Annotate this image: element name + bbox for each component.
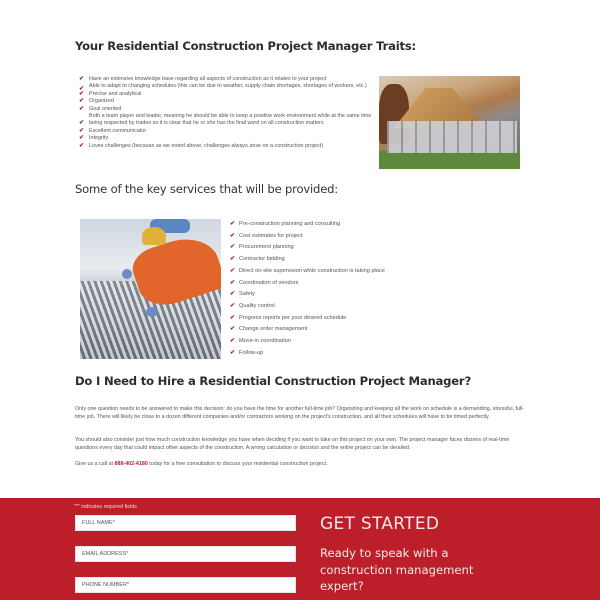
list-item (230, 242, 430, 254)
list-item-text: Have an extensive knowledge base regarding all aspects of construction as it relates to your project (89, 76, 327, 82)
list-item (230, 278, 430, 290)
list-item-text: Change order management (239, 326, 308, 333)
required-fields-note: "*" indicates required fields (74, 504, 137, 510)
list-item-text: Integrity (89, 135, 109, 142)
services-list (230, 219, 430, 359)
list-item-text: Contractor bidding (239, 256, 285, 263)
list-item-text: Move-in coordination (239, 338, 291, 345)
get-started-section (0, 498, 600, 600)
check-icon: ✔ (230, 279, 236, 286)
glove-shape (122, 269, 132, 279)
get-started-title: GET STARTED (320, 514, 440, 534)
full-name-field[interactable]: FULL NAME* (75, 515, 296, 531)
check-icon: ✔ (79, 105, 85, 112)
list-item (79, 113, 374, 128)
check-icon: ✔ (230, 221, 236, 227)
list-item (230, 336, 430, 348)
list-item-text: Excellent communicator (89, 127, 147, 134)
services-heading: Some of the key services that will be provided: (75, 182, 339, 196)
list-item (230, 231, 430, 243)
list-item (79, 83, 374, 93)
check-icon: ✔ (79, 86, 85, 93)
check-icon: ✔ (230, 244, 236, 251)
list-item-text: Able to adapt to changing schedules (this can be due to weather, supply chain shortages, shortages of workers, etc.) (89, 83, 367, 90)
list-item-text: Quality control (239, 302, 275, 309)
list-item (230, 324, 430, 336)
phone-link[interactable]: 888-402-4180 (114, 461, 148, 467)
check-icon: ✔ (230, 302, 236, 309)
list-item (230, 266, 430, 278)
hard-hat-shape (142, 227, 166, 245)
list-item-text: Procurement planning (239, 244, 294, 251)
traits-heading: Your Residential Construction Project Manager Traits: (75, 39, 416, 53)
list-item-text: Cost estimates for project (239, 232, 303, 239)
check-icon: ✔ (230, 267, 236, 274)
list-item-text: Direct on-site supervision while construction is taking place (239, 267, 385, 274)
check-icon: ✔ (79, 142, 85, 149)
glove-shape (146, 307, 158, 317)
list-item-text: Precise and analytical (89, 90, 142, 97)
check-icon: ✔ (230, 338, 236, 345)
list-item-text: Loves challenges (because as we noted above, challenges always arise on a construction project) (89, 142, 324, 149)
list-item (230, 301, 430, 313)
house-construction-image (379, 76, 520, 169)
hire-paragraph-1: Only one question needs to be answered to make this decision: do you have the time for another full-time job? Organizing and keeping all the work on schedule is a demanding, stressful, full-time job. There will likely be close to a dozen different companies and/or contractors working on the project's construction, and all their schedules will have to be timed perfectly. (75, 406, 525, 421)
call-text: Give us a call at (75, 461, 115, 467)
list-item (79, 76, 374, 83)
phone-field[interactable]: PHONE NUMBER* (75, 577, 296, 593)
consultation-text: today for a free consultation to discuss your residential construction project. (147, 461, 328, 467)
list-item (230, 348, 430, 360)
check-icon: ✔ (230, 314, 236, 321)
list-item (79, 128, 374, 135)
check-icon: ✔ (230, 349, 236, 356)
email-field[interactable]: EMAIL ADDRESS* (75, 546, 296, 562)
list-item (230, 254, 430, 266)
list-item (79, 98, 374, 105)
check-icon: ✔ (230, 326, 236, 333)
check-icon: ✔ (79, 90, 85, 97)
list-item (79, 106, 374, 113)
list-item (230, 313, 430, 325)
list-item (230, 219, 430, 231)
traits-list (79, 76, 374, 150)
list-item-text: Both a team player and leader, meaning he should be able to keep a positive work environment while at the same time being respected by trades so it is clear that he or she has the final word on all construction matters (89, 113, 372, 127)
hire-paragraph-2: You should also consider just how much construction knowledge you have when deciding if you want to take on this project on your own. The project manager faces dozens of real-time questions every day that could impact other aspects of the construction. A wrong calculation or decision and the entire project can be derailed. (75, 437, 510, 452)
hire-heading: Do I Need to Hire a Residential Construction Project Manager? (75, 374, 471, 388)
check-icon: ✔ (79, 127, 85, 134)
check-icon: ✔ (79, 98, 85, 105)
list-item-text: Progress reports per your desired schedule (239, 314, 347, 321)
list-item-text: Goal oriented (89, 105, 122, 112)
get-started-subtitle: Ready to speak with a construction management expert? (320, 546, 474, 593)
list-item (79, 135, 374, 142)
list-item (79, 91, 374, 98)
list-item-text: Safety (239, 291, 255, 298)
list-item (230, 289, 430, 301)
list-item-text: Organized (89, 98, 114, 105)
check-icon: ✔ (79, 120, 85, 127)
check-icon: ✔ (79, 135, 85, 142)
roof-worker-image (80, 219, 221, 359)
check-icon: ✔ (230, 256, 236, 263)
list-item-text: Coordination of vendors (239, 279, 299, 286)
hire-paragraph-3 (75, 460, 530, 468)
list-item-text: Follow-up (239, 349, 264, 356)
check-icon: ✔ (230, 291, 236, 298)
list-item-text: Pre-construction planning and consulting (239, 221, 341, 227)
scaffold-shape (387, 121, 517, 153)
list-item (79, 143, 374, 150)
check-icon: ✔ (79, 76, 85, 82)
check-icon: ✔ (230, 232, 236, 239)
